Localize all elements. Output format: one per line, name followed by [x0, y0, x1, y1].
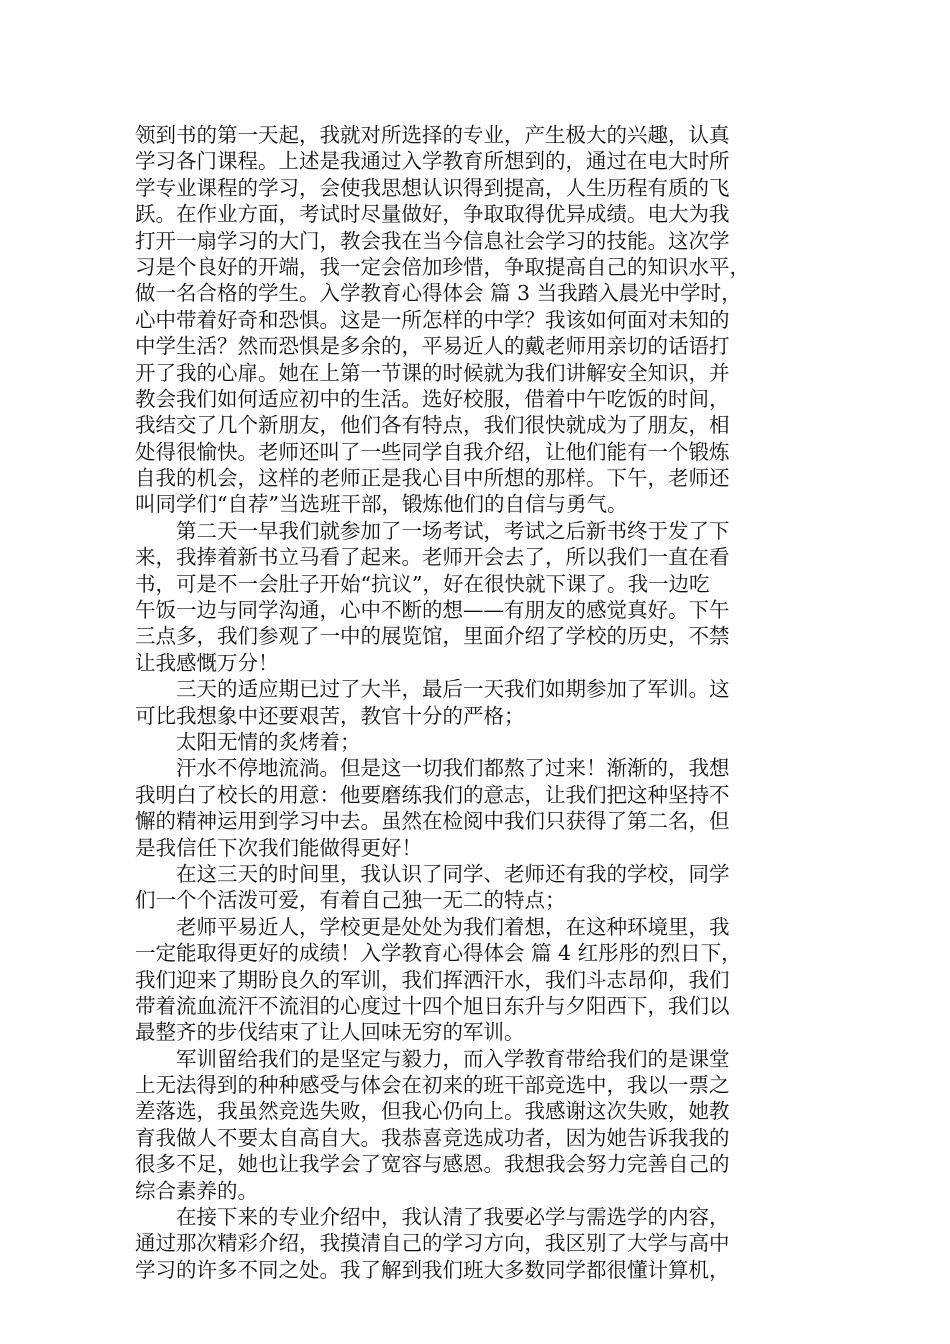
text-line: 通过那次精彩介绍，我摸清自己的学习方向，我区别了大学与高中 — [135, 1231, 730, 1256]
text-line: 来，我捧着新书立马看了起来。老师开会去了，所以我们一直在看 — [135, 545, 730, 570]
text-line: 跃。在作业方面，考试时尽量做好，争取取得优异成绩。电大为我 — [135, 202, 730, 227]
paragraph — [135, 1204, 825, 1283]
document-body — [135, 122, 825, 1283]
text-line: 带着流血流汗不流泪的心度过十四个旭日东升与夕阳西下，我们以 — [135, 993, 730, 1018]
text-line: 学习的许多不同之处。我了解到我们班大多数同学都很懂计算机， — [135, 1257, 730, 1282]
text-line: 很多不足，她也让我学会了宽容与感恩。我想我会努力完善自己的 — [135, 1152, 730, 1177]
text-line: 第二天一早我们就参加了一场考试，考试之后新书终于发了下 — [176, 518, 730, 543]
text-line: 老师平易近人，学校更是处处为我们着想，在这种环境里，我 — [176, 914, 730, 939]
text-line: 综合素养的。 — [135, 1178, 258, 1203]
text-line: 叫同学们“自荐”当选班干部，锻炼他们的自信与勇气。 — [135, 492, 628, 517]
text-line: 书，可是不一会肚子开始“抗议”，好在很快就下课了。我一边吃 — [135, 571, 710, 596]
text-line: 三点多，我们参观了一中的展览馆，里面介绍了学校的历史，不禁 — [135, 624, 730, 649]
text-line: 打开一扇学习的大门，教会我在当今信息社会学习的技能。这次学 — [135, 228, 730, 253]
text-line: 差落选，我虽然竞选失败，但我心仍向上。我感谢这次失败，她教 — [135, 1099, 730, 1124]
text-line: 我们迎来了期盼良久的军训，我们挥洒汗水，我们斗志昂仰，我们 — [135, 967, 730, 992]
text-line: 上无法得到的种种感受与体会在初来的班干部竞选中，我以一票之 — [135, 1073, 730, 1098]
text-line: 做一名合格的学生。入学教育心得体会 篇 3 当我踏入晨光中学时， — [135, 281, 742, 306]
text-line: 三天的适应期已过了大半，最后一天我们如期参加了军训。这 — [176, 677, 730, 702]
text-line: 学专业课程的学习，会使我思想认识得到提高，人生历程有质的飞 — [135, 175, 730, 200]
text-line: 我明白了校长的用意：他要磨练我们的意志，让我们把这种坚持不 — [135, 782, 730, 807]
text-line: 一定能取得更好的成绩！入学教育心得体会 篇 4 红彤彤的烈日下， — [135, 941, 742, 966]
text-line: 可比我想象中还要艰苦，教官十分的严格； — [135, 703, 525, 728]
text-line: 习是个良好的开端，我一定会倍加珍惜，争取提高自己的知识水平， — [135, 254, 750, 279]
text-line: 太阳无情的炙烤着； — [176, 729, 361, 754]
text-line: 是我信任下次我们能做得更好！ — [135, 835, 422, 860]
text-line: 学习各门课程。上述是我通过入学教育所想到的，通过在电大时所 — [135, 149, 730, 174]
text-line: 教会我们如何适应初中的生活。选好校服，借着中午吃饭的时间， — [135, 386, 730, 411]
text-line: 让我感慨万分！ — [135, 650, 279, 675]
text-line: 处得很愉快。老师还叫了一些同学自我介绍，让他们能有一个锻炼 — [135, 439, 730, 464]
text-line: 我结交了几个新朋友，他们各有特点，我们很快就成为了朋友，相 — [135, 413, 730, 438]
text-line: 在接下来的专业介绍中，我认清了我要必学与需选学的内容， — [176, 1205, 730, 1230]
text-line: 懈的精神运用到学习中去。虽然在检阅中我们只获得了第二名，但 — [135, 809, 730, 834]
text-line: 们一个个活泼可爱，有着自己独一无二的特点； — [135, 888, 566, 913]
text-line: 军训留给我们的是坚定与毅力，而入学教育带给我们的是课堂 — [176, 1046, 730, 1071]
text-line: 自我的机会，这样的老师正是我心目中所想的那样。下午，老师还 — [135, 466, 730, 491]
paragraph — [135, 1046, 825, 1204]
text-line: 最整齐的步伐结束了让人回味无穷的军训。 — [135, 1020, 525, 1045]
text-line: 中学生活？然而恐惧是多余的，平易近人的戴老师用亲切的话语打 — [135, 334, 730, 359]
text-line: 在这三天的时间里，我认识了同学、老师还有我的学校，同学 — [176, 861, 730, 886]
paragraph — [135, 676, 825, 729]
text-line: 午饭一边与同学沟通，心中不断的想——有朋友的感觉真好。下午 — [135, 598, 730, 623]
paragraph — [135, 518, 825, 676]
paragraph — [135, 122, 825, 518]
paragraph — [135, 755, 825, 861]
paragraph — [135, 914, 825, 1046]
text-line: 开了我的心扉。她在上第一节课的时候就为我们讲解安全知识，并 — [135, 360, 730, 385]
text-line: 心中带着好奇和恐惧。这是一所怎样的中学？我该如何面对未知的 — [135, 307, 730, 332]
text-line: 汗水不停地流淌。但是这一切我们都熬了过来！渐渐的，我想 — [176, 756, 730, 781]
paragraph — [135, 729, 825, 755]
text-line: 领到书的第一天起，我就对所选择的专业，产生极大的兴趣，认真 — [135, 123, 730, 147]
text-line: 育我做人不要太自高自大。我恭喜竞选成功者，因为她告诉我我的 — [135, 1125, 730, 1150]
paragraph — [135, 861, 825, 914]
